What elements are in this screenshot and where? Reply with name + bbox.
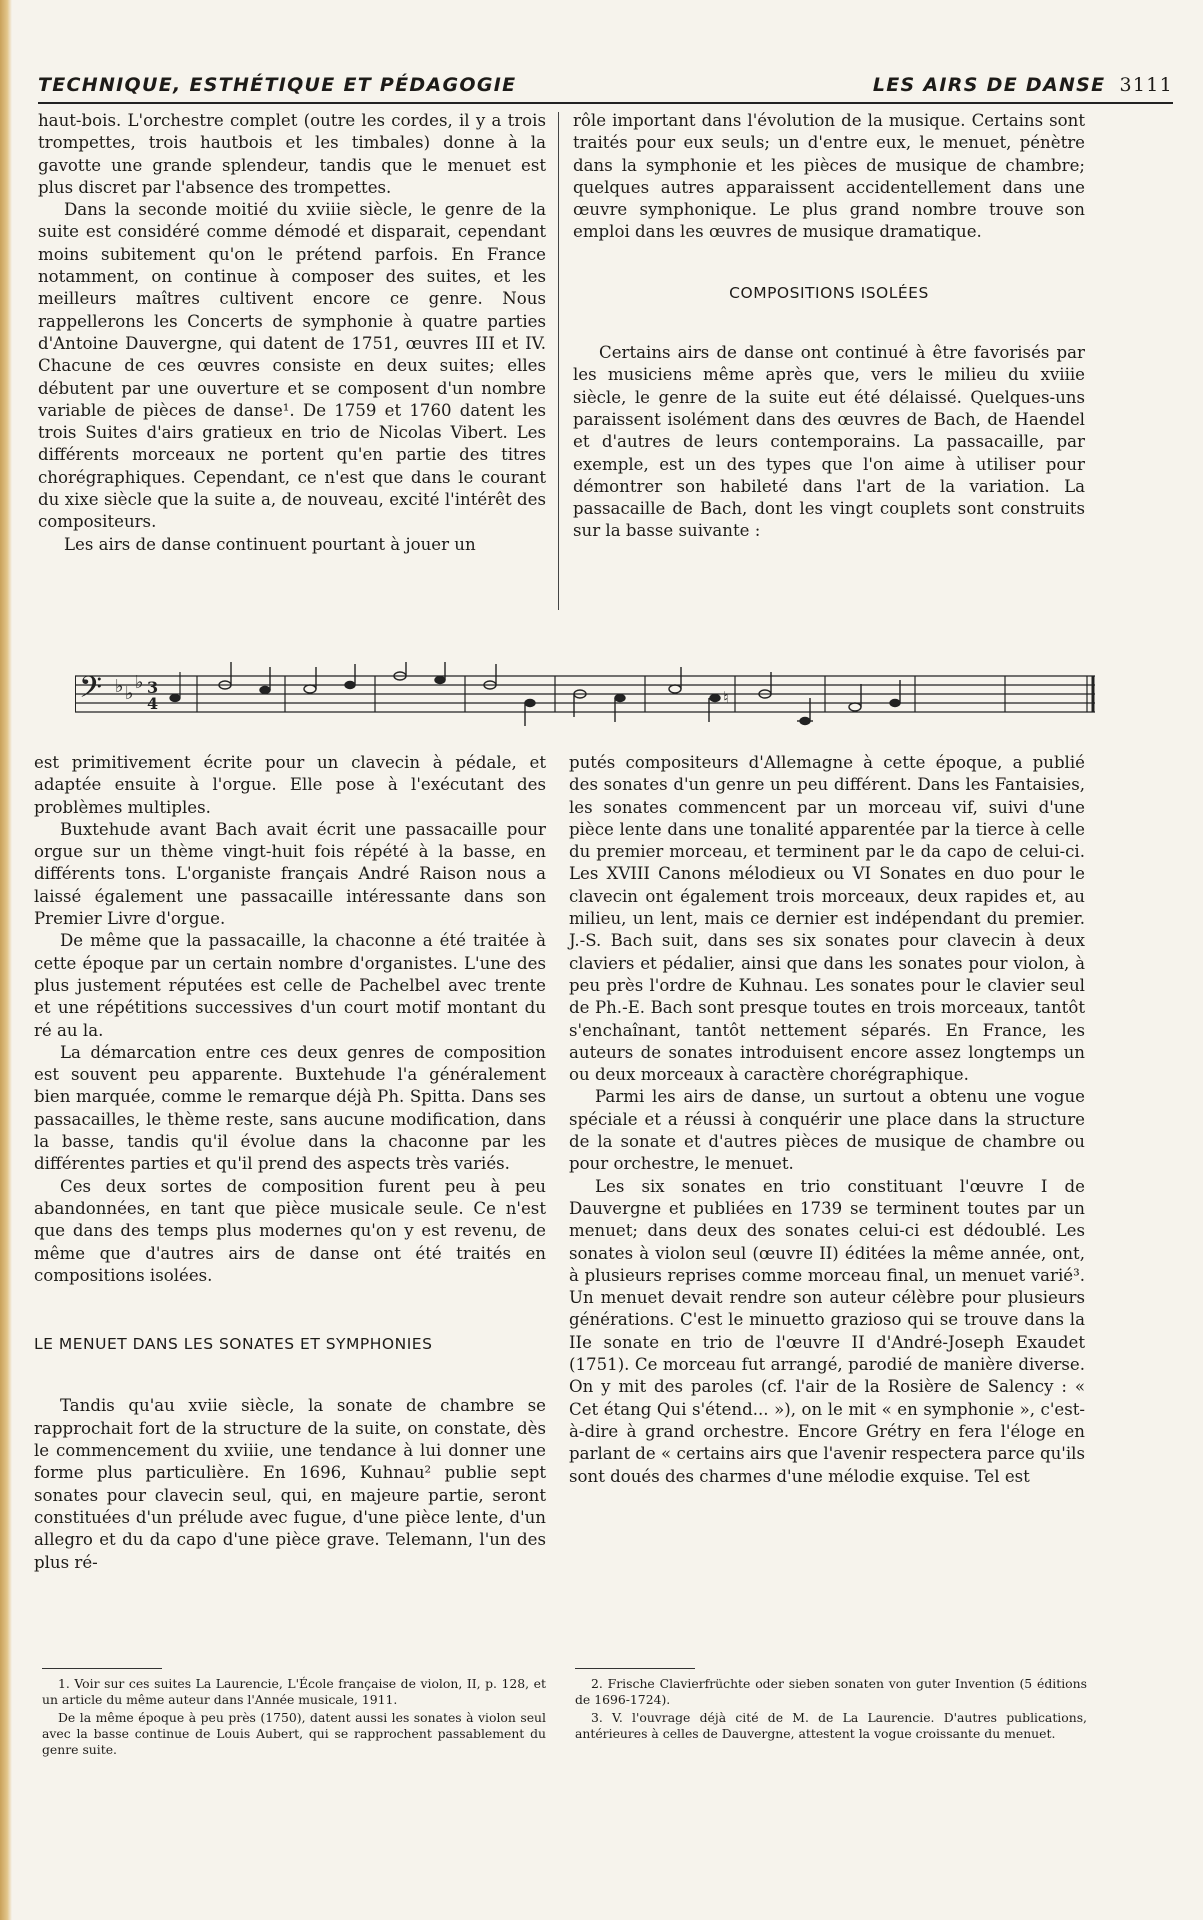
svg-text:♭: ♭ bbox=[135, 672, 144, 693]
page-number: 3111 bbox=[1119, 74, 1173, 96]
paragraph: rôle important dans l'évolution de la musique. Certains sont traités pour eux seuls; un d'entre eux, le menuet, pénètre dans la symphonie et les pièces de musique de chambre; quelques autres apparaissent accidentellement dans une œuvre symphonique. Le plus grand nombre trouve son emploi dans les œuvres de musique dramatique. bbox=[573, 111, 1085, 242]
svg-text:4: 4 bbox=[147, 694, 159, 713]
paragraph: De même que la passacaille, la chaconne a été traitée à cette époque par un certain nombre d'organistes. L'une des plus justement réputées est celle de Pachelbel avec trente et une répétitions successives d'un court motif montant du ré au la. bbox=[34, 931, 546, 1040]
section-heading-compositions-isolees: COMPOSITIONS ISOLÉES bbox=[729, 283, 929, 302]
paragraph: Dans la seconde moitié du xviiie siècle, le genre de la suite est considéré comme démodé et disparait, cependant moins subitement qu'on le prétend parfois. En France notamment, on continue à composer des suites, et les meilleurs maîtres cultivent encore ce genre. Nous rappellerons les Concerts de symphonie à quatre parties d'Antoine Dauvergne, qui datent de 1751, œuvres III et IV. Chacune de ces œuvres consiste en deux suites; elles débutent par une ouverture et se composent d'un nombre variable de pièces de danse¹. De 1759 et 1760 datent les trois Suites d'airs gratieux en trio de Nicolas Vibert. Les différents morceaux ne portent qu'en partie des titres chorégraphiques. Cependant, ce n'est que dans le courant du xixe siècle que la suite a, de nouveau, excité l'intérêt des compositeurs. bbox=[38, 200, 546, 532]
top-right-column bbox=[573, 110, 1085, 543]
bottom-right-column bbox=[569, 752, 1085, 1488]
top-left-column bbox=[38, 110, 546, 556]
paragraph: putés compositeurs d'Allemagne à cette époque, a publié des sonates d'un genre un peu différent. Dans les Fantaisies, les sonates commencent par un morceau vif, suivi d'une pièce lente dans une tonalité apparentée par la tierce à celle du premier morceau, et terminent par le da capo de celui-ci. Les XVIII Canons mélodieux ou VI Sonates en duo pour le clavecin ont également trois morceaux, deux rapides et, au milieu, un lent, mais ce dernier est indépendant du premier. J.-S. Bach suit, dans ses six sonates pour clavecin à deux claviers et pédalier, ainsi que dans les sonates pour violon, à peu près l'ordre de Kuhnau. Les sonates pour le clavier seul de Ph.-E. Bach sont presque toutes en trois morceaux, tantôt s'enchaînant, tantôt nettement séparés. En France, les auteurs de sonates introduisent encore assez longtemps un ou deux morceaux à caractère chorégraphique. bbox=[569, 753, 1085, 1085]
svg-text:♭: ♭ bbox=[125, 683, 134, 704]
footnote-2: 2. Frische Clavierfrüchte oder sieben sonaten von guter Invention (5 éditions de 1696-1724). bbox=[575, 1676, 1087, 1707]
page-binding-edge bbox=[0, 0, 12, 1920]
paragraph: haut-bois. L'orchestre complet (outre les cordes, il y a trois trompettes, trois hautbois et les timbales) donne à la gavotte une grande splendeur, tandis que le menuet est plus discret par l'absence des trompettes. bbox=[38, 111, 546, 197]
running-title-right bbox=[873, 74, 1173, 96]
section-heading-menuet: LE MENUET DANS LES SONATES ET SYMPHONIES bbox=[34, 1335, 433, 1354]
svg-text:3: 3 bbox=[147, 678, 159, 697]
paragraph: Les six sonates en trio constituant l'œuvre I de Dauvergne et publiées en 1739 se terminent toutes par un menuet; dans deux des sonates celui-ci est dédoublé. Les sonates à violon seul (œuvre II) éditées la même année, ont, à plusieurs reprises comme morceau final, un menuet varié³. Un menuet devait rendre son auteur célèbre pour plusieurs générations. C'est le minuetto grazioso qui se trouve dans la IIe sonate en trio de l'œuvre II d'André-Joseph Exaudet (1751). Ce morceau fut arrangé, parodié de manière diverse. On y mit des paroles (cf. l'air de la Rosière de Salency : « Cet étang Qui s'étend... »), on le mit « en symphonie », c'est-à-dire à grand orchestre. Encore Grétry en fera l'éloge en parlant de « certains airs que l'avenir respectera parce qu'ils sont doués des charmes d'une mélodie exquise. Tel est bbox=[569, 1176, 1085, 1486]
footnotes-right bbox=[575, 1676, 1087, 1744]
paragraph: Parmi les airs de danse, un surtout a obtenu une vogue spéciale et a réussi à conquérir une place dans la structure de la sonate et d'autres pièces de musique de chambre ou pour orchestre, le menuet. bbox=[569, 1087, 1085, 1174]
footnotes-left bbox=[42, 1676, 546, 1760]
footnote-1-continued: De la même époque à peu près (1750), datent aussi les sonates à violon seul avec la basse continue de Louis Aubert, qui se rapprochent passablement du genre suite. bbox=[42, 1710, 546, 1757]
running-title-left: TECHNIQUE, ESTHÉTIQUE ET PÉDAGOGIE bbox=[38, 74, 517, 96]
footnote-rule bbox=[42, 1668, 162, 1669]
column-divider bbox=[558, 112, 559, 610]
bass-clef-icon bbox=[79, 671, 102, 712]
svg-text:♭: ♭ bbox=[115, 676, 124, 697]
paragraph: La démarcation entre ces deux genres de composition est souvent peu apparente. Buxtehude l'a généralement bien marquée, comme le remarque déjà Ph. Spitta. Dans ses passacailles, le thème reste, sans aucune modification, dans la basse, tandis qu'il évolue dans la chaconne par les différentes parties et qu'il prend des aspects très variés. bbox=[34, 1042, 546, 1174]
music-staff-passacaglia-bass bbox=[75, 662, 1095, 732]
paragraph: Buxtehude avant Bach avait écrit une passacaille pour orgue sur un thème vingt-huit fois répété à la basse, en différents tons. L'organiste français André Raison nous a laissé également une passacaille intéressante dans son Premier Livre d'orgue. bbox=[34, 819, 546, 929]
paragraph: Tandis qu'au xviie siècle, la sonate de chambre se rapprochait fort de la structure de la suite, on constate, dès le commencement du xviiie, une tendance à lui donner une forme plus particulière. En 1696, Kuhnau² publie sept sonates pour clavecin seul, qui, en majeure partie, seront constituées d'un prélude avec fugue, d'une pièce lente, d'un allegro et du da capo d'une pièce grave. Telemann, l'un des plus ré- bbox=[34, 1396, 546, 1572]
footnote-3: 3. V. l'ouvrage déjà cité de M. de La Laurencie. D'autres publications, antérieures à celles de Dauvergne, attestent la vogue croissante du menuet. bbox=[575, 1710, 1087, 1741]
paragraph: Ces deux sortes de composition furent peu à peu abandonnées, en tant que pièce musicale seule. Ce n'est que dans des temps plus modernes qu'on y est revenu, de même que d'autres airs de danse ont été traités en compositions isolées. bbox=[34, 1176, 546, 1285]
section-title: LES AIRS DE DANSE bbox=[872, 74, 1106, 96]
page-header bbox=[38, 68, 1173, 104]
svg-text:♮: ♮ bbox=[723, 688, 729, 707]
paragraph: Les airs de danse continuent pourtant à jouer un bbox=[64, 534, 476, 554]
footnote-rule bbox=[575, 1668, 695, 1669]
bottom-left-column bbox=[34, 752, 546, 1574]
paragraph: Certains airs de danse ont continué à être favorisés par les musiciens même après que, vers le milieu du xviiie siècle, le genre de la suite eut été délaissé. Quelques-uns paraissent isolément dans des œuvres de Bach, de Haendel et d'autres de leurs contemporains. La passacaille, par exemple, est un des types que l'on aime à utiliser pour démontrer son habileté dans l'art de la variation. La passacaille de Bach, dont les vingt couplets sont construits sur la basse suivante : bbox=[573, 343, 1085, 541]
paragraph: est primitivement écrite pour un clavecin à pédale, et adaptée ensuite à l'orgue. Elle pose à l'exécutant des problèmes multiples. bbox=[34, 753, 546, 817]
footnote-1: 1. Voir sur ces suites La Laurencie, L'École française de violon, II, p. 128, et un article du même auteur dans l'Année musicale, 1911. bbox=[42, 1676, 546, 1707]
svg-text:𝄢: 𝄢 bbox=[79, 671, 103, 712]
